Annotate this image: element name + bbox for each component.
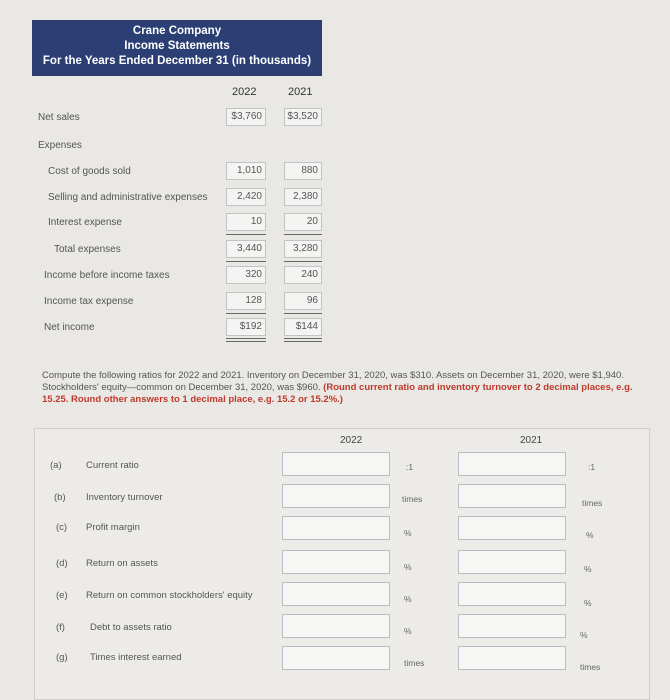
net-income-2021: $144: [284, 318, 322, 336]
times-interest-earned-2022-input[interactable]: [282, 646, 390, 670]
ratio-g-2021-suffix: times: [580, 662, 601, 672]
total-underline-2021: [284, 261, 322, 262]
tax-2022: 128: [226, 292, 266, 310]
rounding-instructions: (Round current ratio and inventory turnover to 2 decimal places, e.g. 15.25. Round other answers to 1 decimal place, e.g. 15.2 or 15.2%.): [42, 382, 633, 405]
ratio-a-letter: (a): [50, 460, 62, 471]
ratio-g-2022-suffix: times: [404, 658, 425, 668]
total-underline-2022: [226, 261, 266, 262]
ratio-g-name: Times interest earned: [90, 652, 182, 663]
company-name: Crane Company: [132, 25, 222, 37]
ratio-b-2021-suffix: times: [582, 498, 603, 508]
total-expenses-label: Total expenses: [54, 244, 121, 255]
net-income-label: Net income: [44, 322, 95, 333]
income-before-tax-2022: 320: [226, 266, 266, 284]
sga-2021: 2,380: [284, 188, 322, 206]
ratio-f-2021-suffix: %: [580, 630, 588, 640]
statement-title: Income Statements: [124, 40, 230, 52]
net-income-2022: $192: [226, 318, 266, 336]
current-ratio-2022-input[interactable]: [282, 452, 390, 476]
net-sales-2021: $3,520: [284, 108, 322, 126]
ratio-c-2021-suffix: %: [586, 530, 594, 540]
total-expenses-2022: 3,440: [226, 240, 266, 258]
ratio-a-2021-suffix: :1: [588, 462, 596, 472]
ratio-b-name: Inventory turnover: [86, 492, 163, 503]
ratio-e-2021-suffix: %: [584, 598, 592, 608]
ratio-c-name: Profit margin: [86, 522, 140, 533]
net-income-double-underline-2021: [284, 338, 322, 342]
ratio-a-2022-suffix: :1: [406, 462, 414, 472]
tax-label: Income tax expense: [44, 296, 134, 307]
interest-2022: 10: [226, 213, 266, 231]
cogs-2022: 1,010: [226, 162, 266, 180]
ratio-d-letter: (d): [56, 558, 68, 569]
sga-label: Selling and administrative expenses: [48, 192, 208, 203]
subtotal-underline-2021: [284, 234, 322, 235]
ratio-f-letter: (f): [56, 622, 65, 633]
times-interest-earned-2021-input[interactable]: [458, 646, 566, 670]
ratio-d-2021-suffix: %: [584, 564, 592, 574]
ratio-a-name: Current ratio: [86, 460, 139, 471]
return-on-assets-2022-input[interactable]: [282, 550, 390, 574]
ratio-c-letter: (c): [56, 522, 68, 533]
return-on-equity-2021-input[interactable]: [458, 582, 566, 606]
statement-header: [32, 20, 322, 76]
ratio-d-name: Return on assets: [86, 558, 158, 569]
inventory-turnover-2021-input[interactable]: [458, 484, 566, 508]
return-on-equity-2022-input[interactable]: [282, 582, 390, 606]
ratio-f-2022-suffix: %: [404, 626, 412, 636]
subtotal-underline-2022: [226, 234, 266, 235]
ratio-e-letter: (e): [56, 590, 68, 601]
ratio-d-2022-suffix: %: [404, 562, 412, 572]
income-before-tax-2021: 240: [284, 266, 322, 284]
tax-underline-2022: [226, 313, 266, 314]
net-income-double-underline-2022: [226, 338, 266, 342]
tax-underline-2021: [284, 313, 322, 314]
ratio-g-letter: (g): [56, 652, 68, 663]
current-ratio-2021-input[interactable]: [458, 452, 566, 476]
debt-to-assets-2022-input[interactable]: [282, 614, 390, 638]
net-sales-2022: $3,760: [226, 108, 266, 126]
profit-margin-2021-input[interactable]: [458, 516, 566, 540]
debt-to-assets-2021-input[interactable]: [458, 614, 566, 638]
cogs-label: Cost of goods sold: [48, 166, 131, 177]
ratio-col-2021: 2021: [520, 435, 543, 446]
ratio-c-2022-suffix: %: [404, 528, 412, 538]
col-header-2021: 2021: [288, 86, 313, 98]
sga-2022: 2,420: [226, 188, 266, 206]
profit-margin-2022-input[interactable]: [282, 516, 390, 540]
ratio-e-name: Return on common stockholders' equity: [86, 590, 253, 601]
return-on-assets-2021-input[interactable]: [458, 550, 566, 574]
cogs-2021: 880: [284, 162, 322, 180]
ratio-col-2022: 2022: [340, 435, 363, 446]
expenses-label: Expenses: [38, 140, 82, 151]
income-before-tax-label: Income before income taxes: [44, 270, 170, 281]
ratio-e-2022-suffix: %: [404, 594, 412, 604]
interest-2021: 20: [284, 213, 322, 231]
instructions: [42, 370, 652, 406]
net-sales-label: Net sales: [38, 112, 80, 123]
total-expenses-2021: 3,280: [284, 240, 322, 258]
ratio-f-name: Debt to assets ratio: [90, 622, 172, 633]
ratio-b-2022-suffix: times: [402, 494, 423, 504]
inventory-turnover-2022-input[interactable]: [282, 484, 390, 508]
col-header-2022: 2022: [232, 86, 257, 98]
statement-period: For the Years Ended December 31 (in thousands): [42, 55, 312, 67]
interest-label: Interest expense: [48, 217, 122, 228]
tax-2021: 96: [284, 292, 322, 310]
instructions-text: Compute the following ratios for 2022 and 2021. Inventory on December 31, 2020, was $310. Assets on December 31, 2020, were $1,940. Stockholders' equity—common on December 31, 2020, was $960.: [42, 370, 624, 393]
ratio-b-letter: (b): [54, 492, 66, 503]
